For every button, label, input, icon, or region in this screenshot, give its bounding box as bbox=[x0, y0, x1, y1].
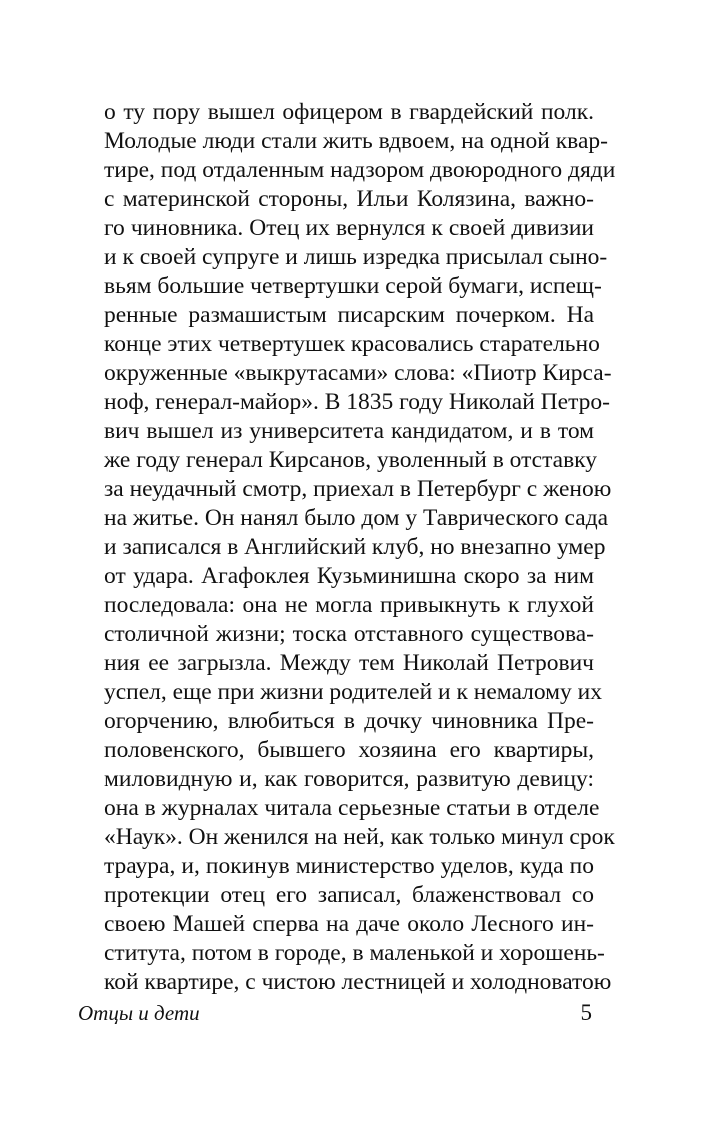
text-line: ренные размашистым писарским почерком. На bbox=[104, 302, 594, 328]
text-line: огорчению, влюбиться в дочку чиновника Пре- bbox=[104, 708, 594, 734]
text-line: с материнской стороны, Ильи Колязина, важно- bbox=[104, 186, 594, 212]
text-line: кой квартире, с чистою лестницей и холодноватою bbox=[104, 969, 612, 995]
page-footer bbox=[78, 998, 592, 1028]
text-line: и к своей супруге и лишь изредка присылал сыно- bbox=[104, 244, 608, 270]
text-line: и записался в Английский клуб, но внезапно умер bbox=[104, 534, 606, 560]
text-line: успел, еще при жизни родителей и к немалому их bbox=[104, 679, 603, 705]
text-line: от удара. Агафоклея Кузьминишна скоро за ним bbox=[104, 563, 594, 589]
text-line: о ту пору вышел офицером в гвардейский полк. bbox=[104, 99, 594, 125]
text-line: ния ее загрызла. Между тем Николай Петрович bbox=[104, 650, 594, 676]
text-line: тире, под отдаленным надзором двоюродного дяди bbox=[104, 157, 616, 183]
text-line: вьям большие четвертушки серой бумаги, испещ- bbox=[104, 273, 602, 299]
text-line: своею Машей сперва на даче около Лесного ин- bbox=[104, 911, 594, 937]
text-line: она в журналах читала серьезные статьи в отделе bbox=[104, 795, 600, 821]
text-line: «Наук». Он женился на ней, как только минул срок bbox=[104, 824, 615, 850]
text-line: же году генерал Кирсанов, уволенный в отставку bbox=[104, 447, 598, 473]
text-line: го чиновника. Отец их вернулся к своей дивизии bbox=[104, 215, 594, 241]
text-line: протекции отец его записал, блаженствовал со bbox=[104, 882, 594, 908]
text-line: Молодые люди стали жить вдвоем, на одной квар- bbox=[104, 128, 608, 154]
text-line: траура, и, покинув министерство уделов, куда по bbox=[104, 853, 594, 879]
body-text bbox=[104, 98, 616, 997]
text-line: на житье. Он нанял было дом у Таврического сада bbox=[104, 505, 609, 531]
text-line: миловидную и, как говорится, развитую девицу: bbox=[104, 766, 594, 792]
text-line: за неудачный смотр, приехал в Петербург с женою bbox=[104, 476, 612, 502]
text-line: ститута, потом в городе, в маленькой и хорошень- bbox=[104, 940, 605, 966]
text-line: вич вышел из университета кандидатом, и в том bbox=[104, 418, 594, 444]
text-line: столичной жизни; тоска отставного существова- bbox=[104, 621, 594, 647]
text-line: ноф, генерал-майор». В 1835 году Николай Петро- bbox=[104, 389, 610, 415]
text-line: конце этих четвертушек красовались старательно bbox=[104, 331, 600, 357]
text-line: последовала: она не могла привыкнуть к глухой bbox=[104, 592, 594, 618]
text-line: окруженные «выкрутасами» слова: «Пиотр Кирса- bbox=[104, 360, 612, 386]
running-title: Отцы и дети bbox=[78, 1001, 200, 1025]
text-line: половенского, бывшего хозяина его квартиры, bbox=[104, 737, 594, 763]
page-number: 5 bbox=[580, 1000, 592, 1025]
